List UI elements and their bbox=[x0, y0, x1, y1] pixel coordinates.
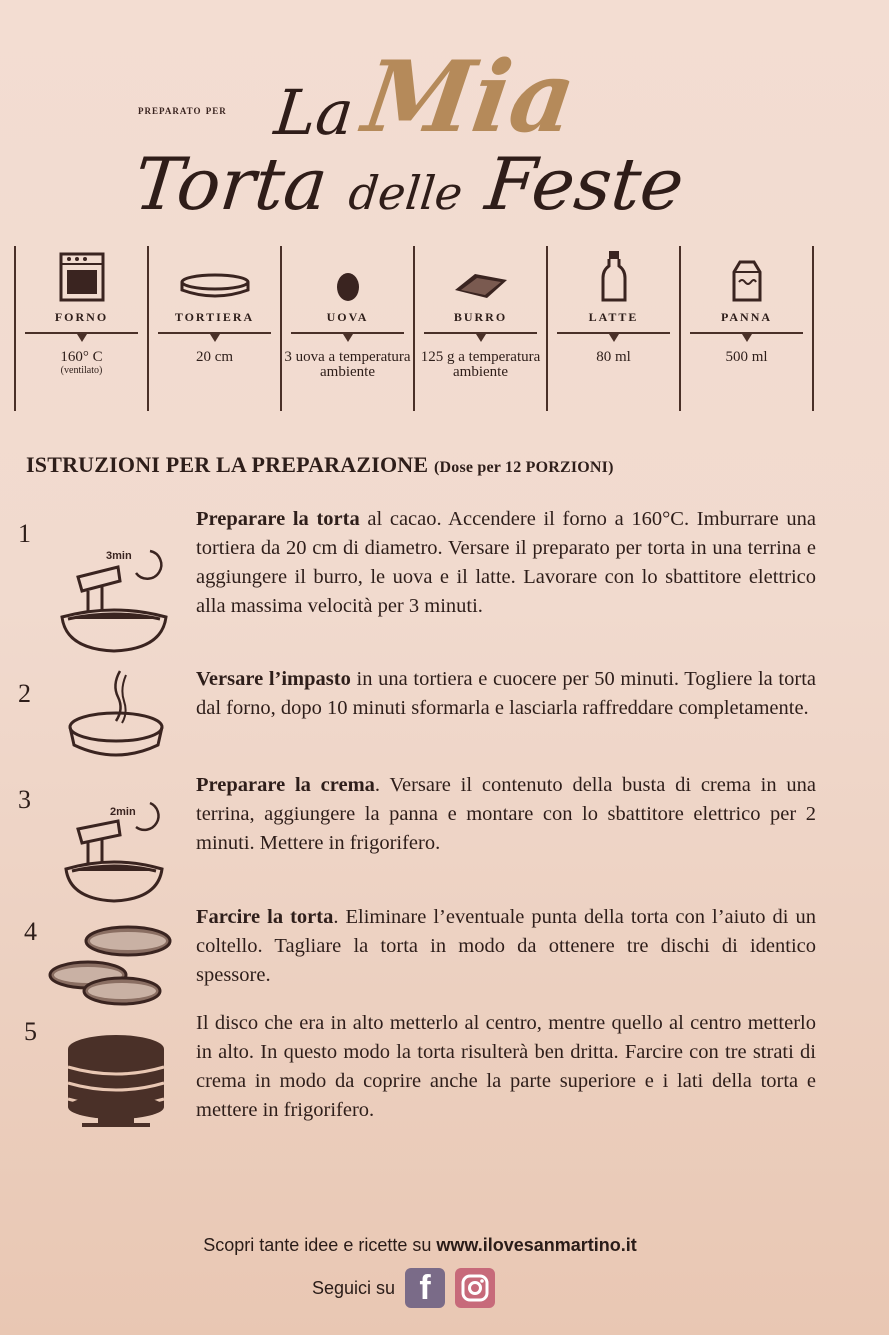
butter-icon bbox=[451, 252, 511, 302]
ingredient-value: 20 cm bbox=[195, 349, 234, 365]
brand-pre-text: preparato per bbox=[138, 102, 227, 117]
brand-header bbox=[0, 30, 889, 230]
website-link[interactable]: www.ilovesanmartino.it bbox=[436, 1235, 637, 1255]
footer-social bbox=[312, 1268, 495, 1308]
step-body: in una tortiera e cuocere per 50 minuti. Togliere la torta dal forno, dopo 10 minuti sformarla e lasciarla raffreddare completamente. bbox=[196, 668, 816, 719]
ingredient-divider bbox=[424, 332, 537, 334]
brand-mia: Mia bbox=[356, 40, 583, 155]
brand-delle: delle bbox=[346, 166, 466, 220]
instructions-heading: ISTRUZIONI PER LA PREPARAZIONE bbox=[26, 452, 429, 477]
ingredient-latte bbox=[546, 246, 679, 411]
facebook-icon[interactable] bbox=[405, 1268, 445, 1308]
facebook-glyph: f bbox=[419, 1268, 431, 1307]
step-body: . Versare il contenuto della busta di crema in una terrina, aggiungere la panna e montare con lo sbattitore elettrico per 2 minuti. Mettere in frigorifero. bbox=[196, 774, 816, 854]
ingredient-value: 125 g a temperatura ambiente bbox=[420, 349, 541, 380]
step-text bbox=[196, 771, 816, 858]
ingredient-divider bbox=[291, 332, 404, 334]
cream-carton-icon bbox=[730, 252, 764, 302]
ingredient-divider bbox=[158, 332, 271, 334]
ingredient-uova bbox=[280, 246, 413, 411]
step-text bbox=[196, 1009, 816, 1125]
step-body: . Eliminare l’eventuale punta della torta con l’aiuto di un coltello. Tagliare la torta in modo da ottenere tre dischi di identico spessore. bbox=[196, 906, 816, 986]
oven-icon bbox=[59, 252, 105, 302]
footer-discover-text: Scopri tante idee e ricette su bbox=[203, 1235, 437, 1255]
step-body: al cacao. Accendere il forno a 160°C. Imburrare una tortiera da 20 cm di diametro. Versare il preparato per torta in una terrina e aggiungere il burro, le uova e il latte. Lavorare con lo sbattitore elettrico alla massima velocità per 3 minuti. bbox=[196, 508, 817, 617]
step-text bbox=[196, 665, 816, 723]
step-number: 4 bbox=[24, 917, 37, 946]
footer-discover bbox=[0, 1235, 840, 1256]
step-number: 3 bbox=[18, 785, 31, 814]
ingredients-bar bbox=[14, 246, 814, 411]
pour-cake-pan-icon bbox=[66, 667, 170, 772]
brand-feste: Feste bbox=[481, 142, 688, 226]
ingredient-value: 80 ml bbox=[596, 349, 631, 365]
ingredient-tortiera bbox=[147, 246, 280, 411]
ingredient-value: 3 uova a temperatura ambiente bbox=[284, 349, 411, 380]
ingredient-label: LATTE bbox=[588, 310, 639, 324]
step-number: 1 bbox=[18, 519, 31, 548]
egg-icon bbox=[335, 252, 361, 302]
ingredient-label: FORNO bbox=[54, 310, 109, 324]
step-text bbox=[196, 903, 816, 990]
ingredient-panna bbox=[679, 246, 814, 411]
footer-follow-text: Seguici su bbox=[312, 1277, 396, 1298]
step-bold: Farcire la torta bbox=[196, 906, 334, 928]
step-number: 2 bbox=[18, 679, 31, 708]
ingredient-value: 160° C bbox=[60, 349, 103, 365]
instagram-icon[interactable] bbox=[455, 1268, 495, 1308]
ingredient-divider bbox=[25, 332, 138, 334]
step-bold: Preparare la torta bbox=[196, 508, 360, 530]
mixer-bowl-icon bbox=[58, 537, 178, 662]
step-bold: Preparare la crema bbox=[196, 774, 375, 796]
brand-torta: Torta bbox=[130, 142, 332, 226]
step-bold: Versare l’impasto bbox=[196, 668, 351, 690]
instructions-dose: (Dose per 12 PORZIONI) bbox=[433, 459, 614, 476]
step-timer-label: 3min bbox=[106, 550, 132, 562]
step-timer-label: 2min bbox=[110, 806, 136, 818]
milk-bottle-icon bbox=[601, 252, 627, 302]
ingredient-label: UOVA bbox=[326, 310, 369, 324]
step-text bbox=[196, 505, 816, 621]
instructions-title bbox=[26, 452, 614, 478]
cake-pan-icon bbox=[179, 252, 251, 302]
ingredient-forno bbox=[14, 246, 147, 411]
step-number: 5 bbox=[24, 1017, 37, 1046]
step-body: Il disco che era in alto metterlo al centro, mentre quello al centro metterlo in alto. In questo modo la torta risulterà ben dritta. Farcire con tre strati di crema in modo da coprire anche la parte superiore e i lati della torta e mettere in frigorifero. bbox=[196, 1012, 816, 1121]
ingredient-subvalue: (ventilato) bbox=[60, 365, 103, 376]
ingredient-value: 500 ml bbox=[725, 349, 768, 365]
brand-la: La bbox=[271, 76, 357, 149]
ingredient-divider bbox=[690, 332, 803, 334]
ingredient-label: BURRO bbox=[453, 310, 508, 324]
ingredient-burro bbox=[413, 246, 546, 411]
layered-cake-icon bbox=[62, 1031, 172, 1136]
ingredient-label: TORTIERA bbox=[174, 310, 255, 324]
ingredient-divider bbox=[557, 332, 670, 334]
ingredient-label: PANNA bbox=[720, 310, 773, 324]
brand-title-line bbox=[131, 142, 688, 226]
cake-discs-icon bbox=[48, 923, 178, 1018]
mixer-bowl-icon bbox=[62, 793, 172, 910]
